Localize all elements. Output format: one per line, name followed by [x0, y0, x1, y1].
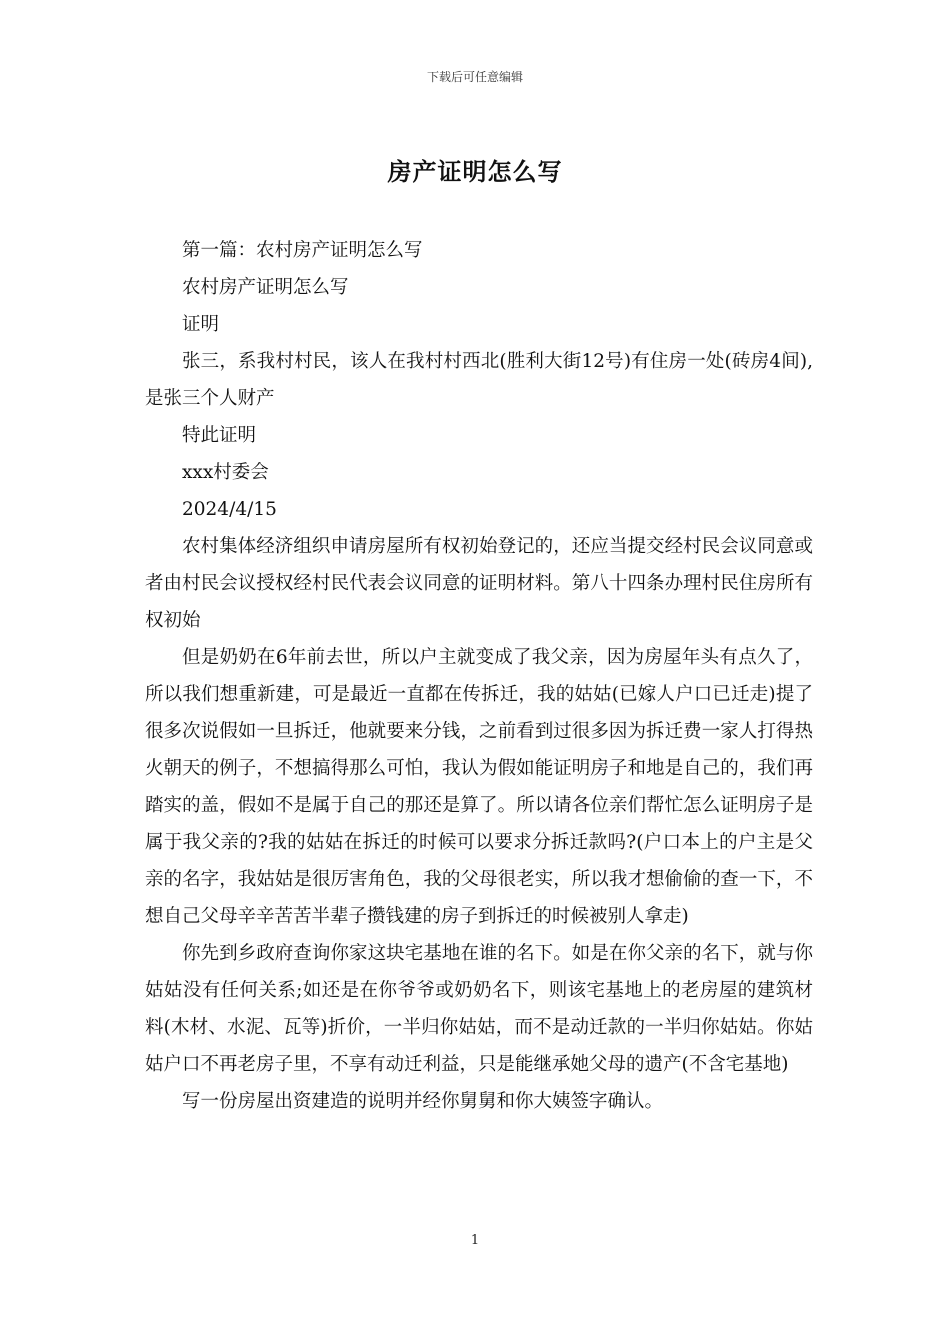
paragraph-subtitle: 农村房产证明怎么写 [182, 277, 349, 298]
paragraph-certificate-closing: 特此证明 [182, 425, 257, 446]
paragraph-advice: 写一份房屋出资建造的说明并经你舅舅和你大姨签字确认。 [182, 1091, 664, 1112]
paragraph-section-heading: 第一篇：农村房产证明怎么写 [182, 240, 423, 261]
header-note: 下载后可任意编辑 [426, 70, 523, 84]
paragraph-certificate-label: 证明 [182, 314, 220, 335]
paragraph-signatory: xxx村委会 [182, 462, 269, 483]
paragraph-answer: 你先到乡政府查询你家这块宅基地在谁的名下。如是在你父亲的名下，就与你姑姑没有任何关系;如还是在你爷爷或奶奶名下，则该宅基地上的老房屋的建筑材料(木材、水泥、瓦等)折价，一半归你姑姑，而不是动迁款的一半归你姑姑。你姑姑户口不再老房子里，不享有动迁利益，只是能继承她父母的遗产(不含宅基地) [145, 943, 813, 1075]
page-number: 1 [470, 1233, 480, 1248]
document-title: 房产证明怎么写 [387, 157, 563, 186]
paragraph-date: 2024/4/15 [182, 499, 277, 520]
paragraph-certificate-body: 张三，系我村村民，该人在我村村西北(胜利大街12号)有住房一处(砖房4间),是张三个人财产 [145, 351, 813, 409]
paragraph-regulation: 农村集体经济组织申请房屋所有权初始登记的，还应当提交经村民会议同意或者由村民会议授权经村民代表会议同意的证明材料。第八十四条办理村民住房所有权初始 [145, 536, 813, 631]
paragraph-question: 但是奶奶在6年前去世，所以户主就变成了我父亲，因为房屋年头有点久了，所以我们想重新建，可是最近一直都在传拆迁，我的姑姑(已嫁人户口已迁走)提了很多次说假如一旦拆迁，他就要来分钱，之前看到过很多因为拆迁费一家人打得热火朝天的例子，不想搞得那么可怕，我认为假如能证明房子和地是自己的，我们再踏实的盖，假如不是属于自己的那还是算了。所以请各位亲们帮忙怎么证明房子是属于我父亲的?我的姑姑在拆迁的时候可以要求分拆迁款吗?(户口本上的户主是父亲的名字，我姑姑是很厉害角色，我的父母很老实，所以我才想偷偷的查一下，不想自己父母辛辛苦苦半辈子攒钱建的房子到拆迁的时候被别人拿走) [145, 647, 813, 927]
document-body [145, 232, 813, 1120]
